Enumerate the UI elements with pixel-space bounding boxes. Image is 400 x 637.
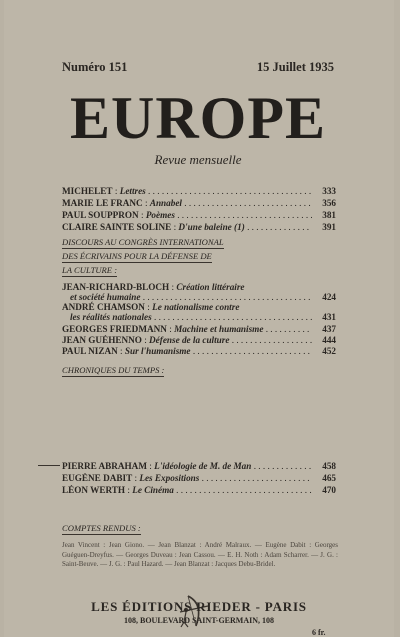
section-heading: DES ÉCRIVAINS POUR LA DÉFENSE DE <box>62 251 212 261</box>
section-heading: LA CULTURE : <box>62 265 118 275</box>
entry-author: MICHELET <box>62 186 113 196</box>
issue-date: 15 Juillet 1935 <box>256 60 334 74</box>
entry-page: 333 <box>322 186 336 196</box>
publisher-name: LES ÉDITIONS RIEDER - PARIS <box>91 599 307 614</box>
publisher-address: 108, BOULEVARD SAINT-GERMAIN, 108 <box>123 616 275 625</box>
entry-work: Machine et humanisme <box>174 324 264 334</box>
entry-work: D'une baleine (1) <box>178 222 245 232</box>
entry-author: JEAN-RICHARD-BLOCH <box>62 282 170 292</box>
entry-author: EUGÈNE DABIT <box>62 473 133 483</box>
entry-work: Le Cinéma <box>132 485 174 495</box>
reviews-text: Jean Vincent : Jean Giono. — Jean Blanzat : André Malraux. — Eugène Dabit : Georges Guéguen-Dreyfus. — Georges Duveau : Jean Cassou. — E. H. Noth : Adam Scharrer. — J. G. : Saint-Beuve. — J. G. : Paul Hazard. — Jean Blanzat : Jacques Debu-Bridel. <box>62 541 338 569</box>
entry-work: Lettres <box>119 186 146 196</box>
issue-price: 6 fr. <box>312 628 326 637</box>
entry-page: 431 <box>322 312 336 322</box>
entry-page: 381 <box>322 210 336 220</box>
entry-work-continued: et société humaine <box>70 292 141 302</box>
section-heading: CHRONIQUES DU TEMPS : <box>62 365 165 375</box>
entry-work: Défense de la culture <box>149 335 230 345</box>
entry-author: JEAN GUÉHENNO <box>62 335 142 345</box>
entry-page: 356 <box>322 198 336 208</box>
entry-work: Poèmes <box>145 210 175 220</box>
entry-work: L'idéologie de M. de Man <box>154 461 252 471</box>
entry-work: Le nationalisme contre <box>152 302 240 312</box>
entry-work: Les Expositions <box>139 473 200 483</box>
magazine-cover: Numéro 151 15 Juillet 1935 EUROPE Revue mensuelle MICHELET : Lettres . . . 333 MARIE LE FRANC : Annabel . . . 356 PAUL SOUPPRON : Poèmes . . . 381 CLAIRE SAINTE SOLINE : D'une baleine (1) . . . 391 DISCOURS AU CONGRÈS INTERNATIONAL DES ÉCRIVAINS POUR LA DÉFENSE DE LA CULTURE : JEAN-RICHARD-BLOCH : Création littéraire et société humaine . . . 424 ANDRÉ CHAMSON : Le nationalisme contre les réalités nationales . . . 431 GEORGES FRIEDMANN : Machine et humanisme . . . 437 JEAN GUÉHENNO : Défense de la culture . . . 444 PAUL NIZAN : Sur l'humanisme . . . 452 CHRONIQUES DU TEMPS : PIERRE ABRAHAM : L'idéologie de M. de Man . . . 458 EUGÈNE DABIT : Les Expositions . . . 465 LÉON WERTH : Le Cinéma . . . 470 COMPTES RENDUS : Jean Vincent : Jean Giono. — Jean Blanzat : André Malraux. — Eugène Dabit : Georges Guéguen-Dreyfus. — Georges Duveau : Jean Cassou. — E. H. Noth : Adam Scharrer. — J. G. : Saint-Beuve. — J. G. : Paul Hazard. — Jean Blanzat : Jacques Debu-Bridel. LES ÉDITIONS RIEDER - PARIS 108, BOULEVARD SAINT-GERMAIN, 108 6 fr. <box>4 0 394 637</box>
issue-number: Numéro 151 <box>62 60 128 74</box>
section-heading: COMPTES RENDUS : <box>62 523 141 533</box>
entry-page: 470 <box>322 485 336 495</box>
entry-work: Annabel <box>149 198 182 208</box>
entry-page: 452 <box>322 346 336 356</box>
entry-work: Création littéraire <box>176 282 245 292</box>
entry-author: PAUL SOUPPRON <box>62 210 139 220</box>
entry-author: MARIE LE FRANC <box>62 198 143 208</box>
magazine-title: EUROPE <box>69 85 327 151</box>
entry-author: GEORGES FRIEDMANN <box>62 324 167 334</box>
entry-author: ANDRÉ CHAMSON <box>62 302 145 312</box>
entry-page: 458 <box>322 461 336 471</box>
entry-page: 437 <box>322 324 336 334</box>
entry-author: PIERRE ABRAHAM <box>62 461 147 471</box>
entry-author: LÉON WERTH <box>62 485 126 495</box>
entry-work-continued: les réalités nationales <box>70 312 152 322</box>
entry-page: 391 <box>322 222 336 232</box>
margin-mark <box>38 465 60 466</box>
entry-page: 424 <box>322 292 336 302</box>
entry-author: CLAIRE SAINTE SOLINE <box>62 222 172 232</box>
entry-page: 465 <box>322 473 336 483</box>
entry-work: Sur l'humanisme <box>124 346 191 356</box>
entry-author: PAUL NIZAN <box>62 346 118 356</box>
entry-page: 444 <box>322 335 336 345</box>
magazine-subtitle: Revue mensuelle <box>154 152 242 167</box>
section-heading: DISCOURS AU CONGRÈS INTERNATIONAL <box>62 237 224 247</box>
